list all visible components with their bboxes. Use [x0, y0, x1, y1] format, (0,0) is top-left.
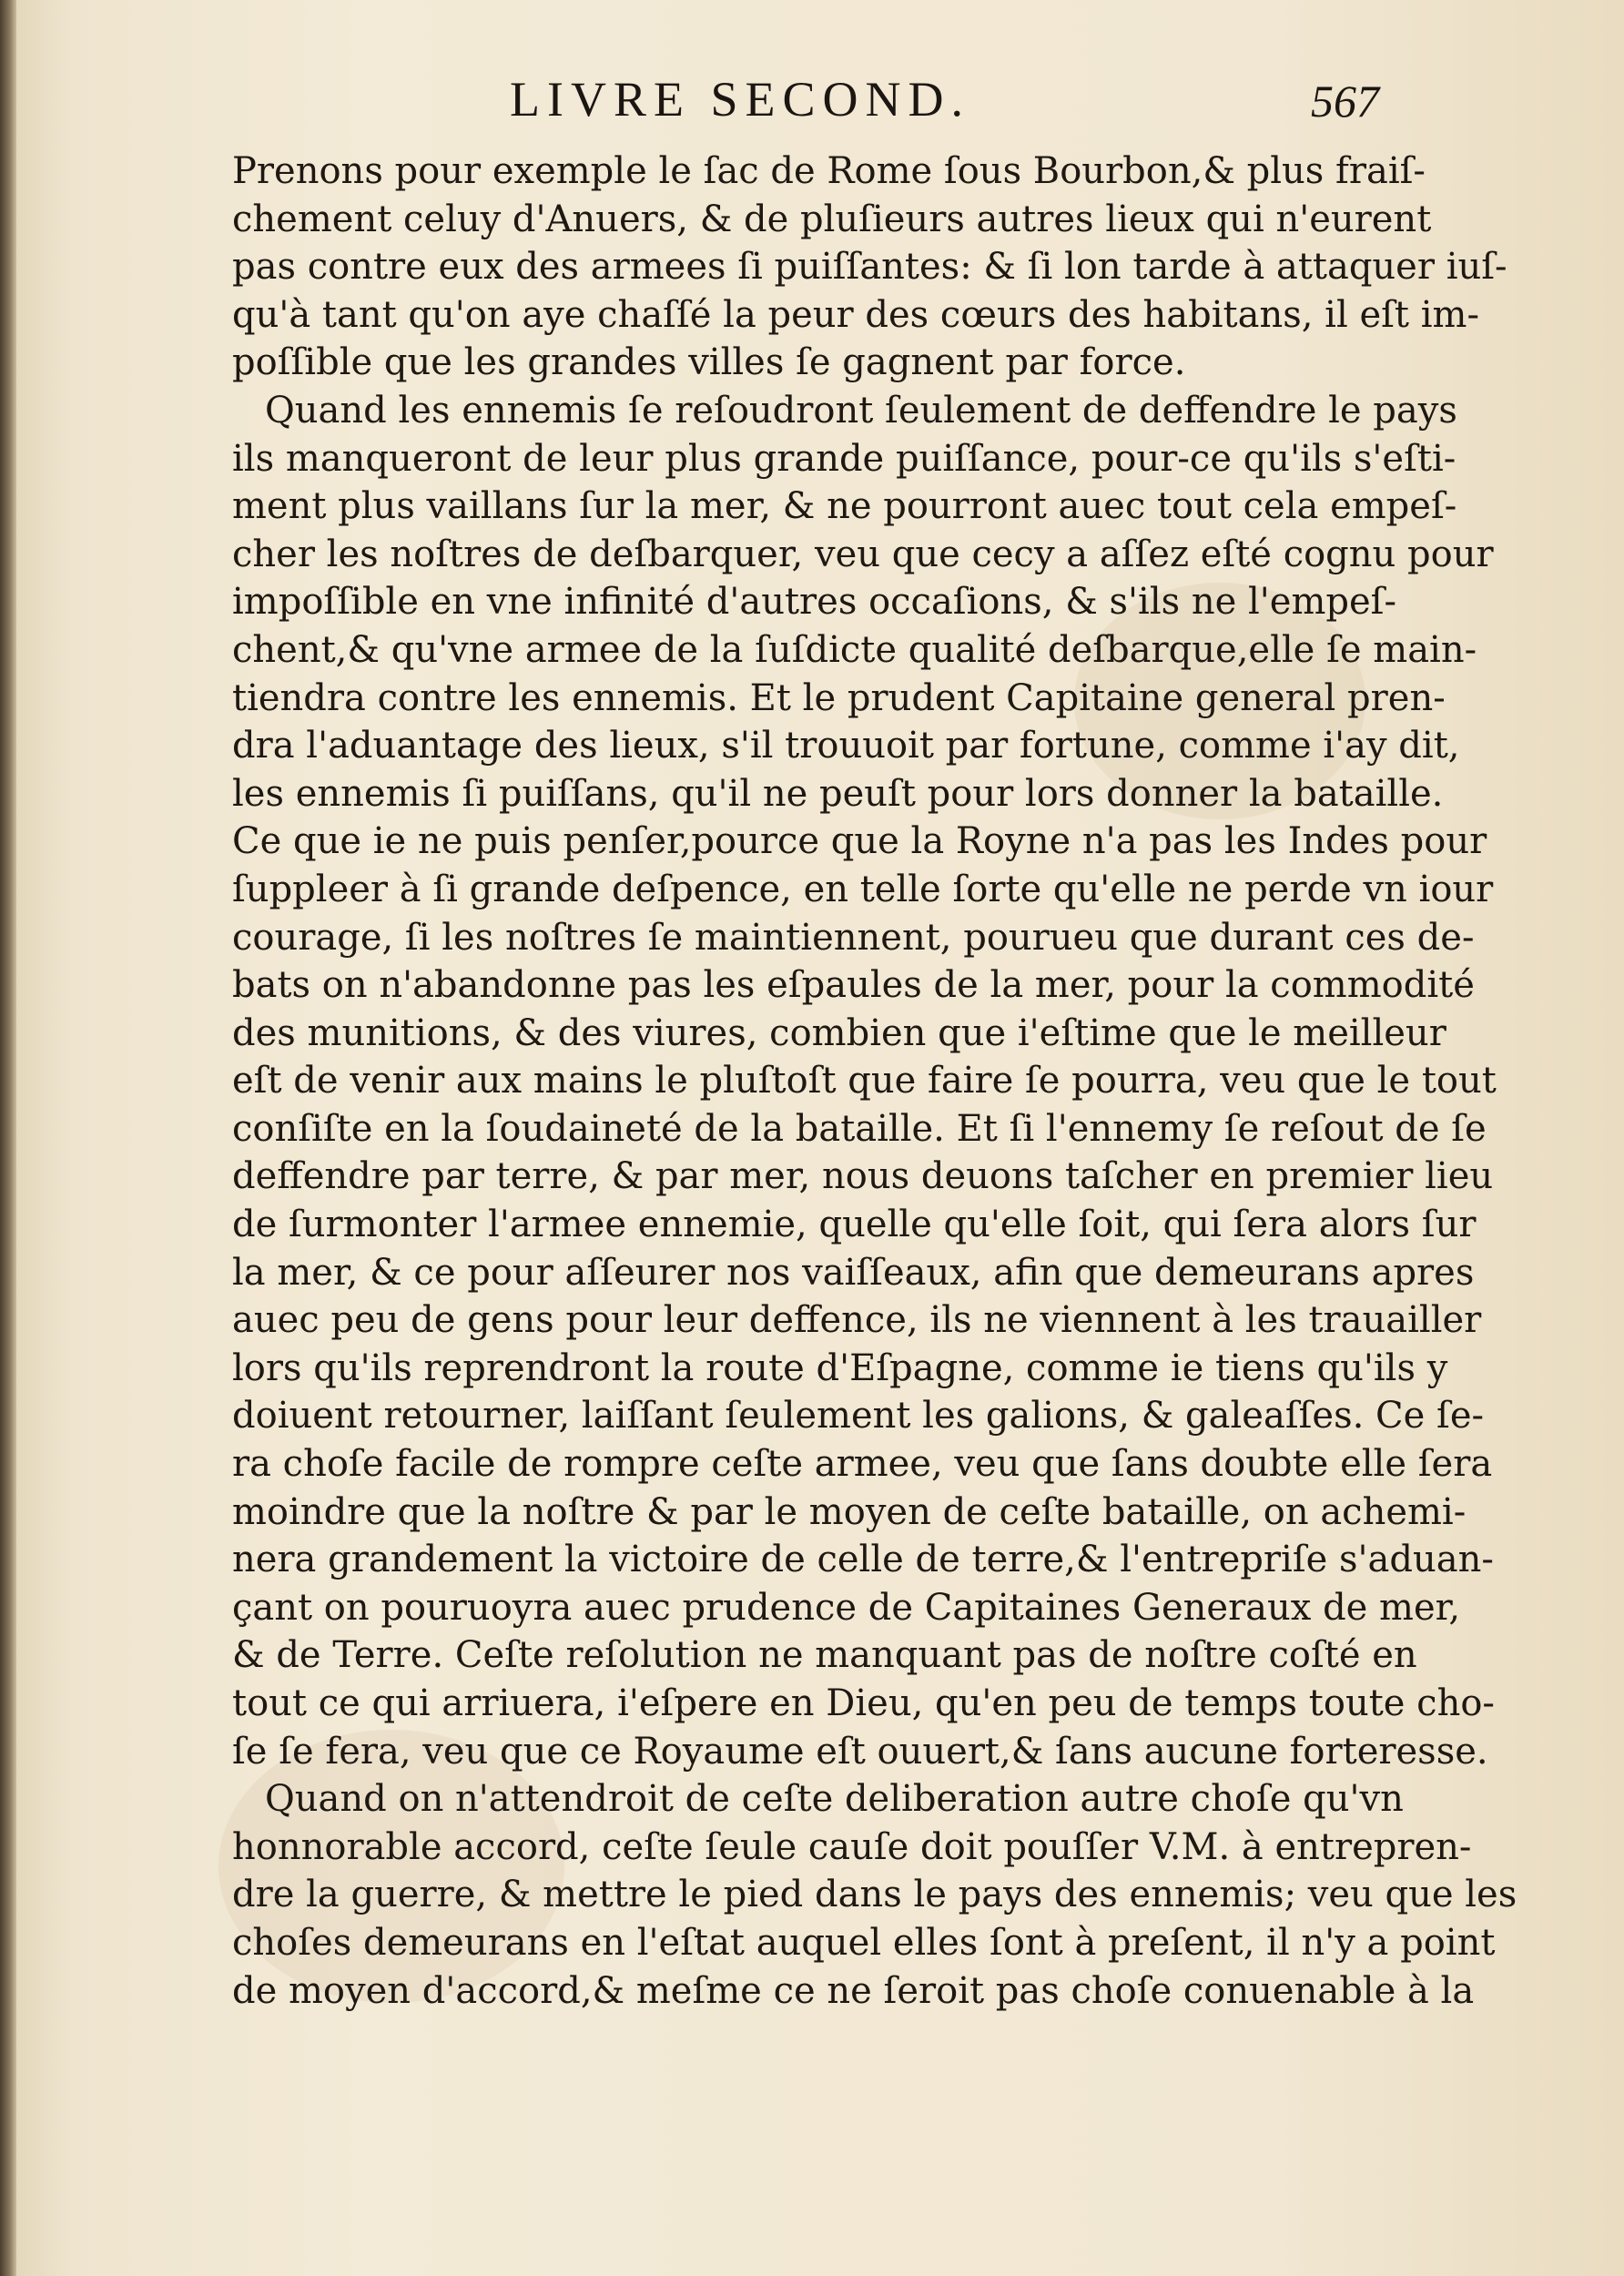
- text-line: deffendre par terre, & par mer, nous deuons taſcher en premier lieu: [232, 1155, 1494, 1198]
- text-line: Quand les ennemis ſe reſoudront ſeulement de deffendre le pays: [265, 389, 1457, 432]
- book-title: LIVRE SECOND.: [510, 72, 970, 127]
- running-head: [0, 71, 1624, 126]
- text-line: honnorable accord, ceſte ſeule cauſe doit pouſſer V.M. à entrepren-: [232, 1825, 1472, 1868]
- text-line: Quand on n'attendroit de ceſte deliberation autre choſe qu'vn: [265, 1778, 1404, 1821]
- text-line: nera grandement la victoire de celle de terre,& l'entrepriſe s'aduan-: [232, 1539, 1494, 1581]
- text-line: ment plus vaillans ſur la mer, & ne pourront auec tout cela empeſ-: [232, 485, 1457, 528]
- text-line: dre la guerre, & mettre le pied dans le pays des ennemis; veu que les: [232, 1874, 1517, 1916]
- body-text: [232, 147, 1517, 2015]
- text-line: les ennemis ſi puiſſans, qu'il ne peuſt pour lors donner la bataille.: [232, 772, 1444, 815]
- text-line: tiendra contre les ennemis. Et le prudent Capitaine general pren-: [232, 676, 1446, 719]
- text-line: poſſible que les grandes villes ſe gagnent par force.: [232, 341, 1186, 384]
- text-line: dra l'aduantage des lieux, s'il trouuoit par fortune, comme i'ay dit,: [232, 725, 1460, 767]
- text-line: ſe ſe fera, veu que ce Royaume eſt ouuert,& ſans aucune forteresse.: [232, 1730, 1488, 1773]
- text-line: de ſurmonter l'armee ennemie, quelle qu'elle ſoit, qui ſera alors ſur: [232, 1204, 1477, 1246]
- text-line: eſt de venir aux mains le pluſtoſt que faire ſe pourra, veu que le tout: [232, 1060, 1497, 1102]
- text-line: Prenons pour exemple le ſac de Rome ſous Bourbon,& plus fraiſ-: [232, 150, 1426, 192]
- text-line: courage, ſi les noſtres ſe maintiennent, pourueu que durant ces de-: [232, 916, 1475, 959]
- text-line: & de Terre. Ceſte reſolution ne manquant pas de noſtre coſté en: [232, 1634, 1417, 1677]
- text-line: auec peu de gens pour leur deffence, ils ne viennent à les trauailler: [232, 1299, 1482, 1342]
- text-line: chement celuy d'Anuers, & de pluſieurs autres lieux qui n'eurent: [232, 198, 1432, 240]
- text-line: des munitions, & des viures, combien que i'eſtime que le meilleur: [232, 1011, 1446, 1054]
- text-line: Ce que ie ne puis penſer,pource que la Royne n'a pas les Indes pour: [232, 820, 1487, 863]
- text-line: doiuent retourner, laiſſant ſeulement les galions, & galeaſſes. Ce ſe-: [232, 1395, 1485, 1438]
- text-line: chent,& qu'vne armee de la ſuſdicte qualité deſbarque,elle ſe main-: [232, 628, 1477, 671]
- text-line: moindre que la noſtre & par le moyen de ceſte bataille, on achemi-: [232, 1490, 1467, 1533]
- text-line: conſiſte en la ſoudaineté de la bataille. Et ſi l'ennemy ſe reſout de ſe: [232, 1107, 1487, 1150]
- text-line: bats on n'abandonne pas les eſpaules de la mer, pour la commodité: [232, 964, 1475, 1007]
- text-line: qu'à tant qu'on aye chaſſé la peur des cœurs des habitans, il eſt im-: [232, 293, 1479, 336]
- text-line: lors qu'ils reprendront la route d'Eſpagne, comme ie tiens qu'ils y: [232, 1346, 1448, 1389]
- text-line: la mer, & ce pour aſſeurer nos vaiſſeaux, afin que demeurans apres: [232, 1251, 1475, 1294]
- text-line: choſes demeurans en l'eſtat auquel elles ſont à preſent, il n'y a point: [232, 1921, 1496, 1964]
- page-number: 567: [1311, 76, 1379, 127]
- text-line: de moyen d'accord,& meſme ce ne ſeroit pas choſe conuenable à la: [232, 1969, 1475, 2012]
- text-line: pas contre eux des armees ſi puiſſantes: & ſi lon tarde à attaquer iuſ-: [232, 246, 1507, 289]
- binding-edge: [0, 0, 16, 2276]
- text-line: ſuppleer à ſi grande deſpence, en telle ſorte qu'elle ne perde vn iour: [232, 868, 1494, 910]
- text-line: cher les noſtres de deſbarquer, veu que cecy a aſſez eſté cognu pour: [232, 533, 1494, 575]
- text-line: ra choſe facile de rompre ceſte armee, veu que ſans doubte elle ſera: [232, 1443, 1493, 1486]
- text-line: tout ce qui arriuera, i'eſpere en Dieu, qu'en peu de temps toute cho-: [232, 1682, 1495, 1724]
- text-line: çant on pouruoyra auec prudence de Capitaines Generaux de mer,: [232, 1586, 1461, 1629]
- text-line: impoſſible en vne infinité d'autres occaſions, & s'ils ne l'empeſ-: [232, 581, 1397, 624]
- text-line: ils manqueront de leur plus grande puiſſance, pour-ce qu'ils s'eſti-: [232, 437, 1457, 480]
